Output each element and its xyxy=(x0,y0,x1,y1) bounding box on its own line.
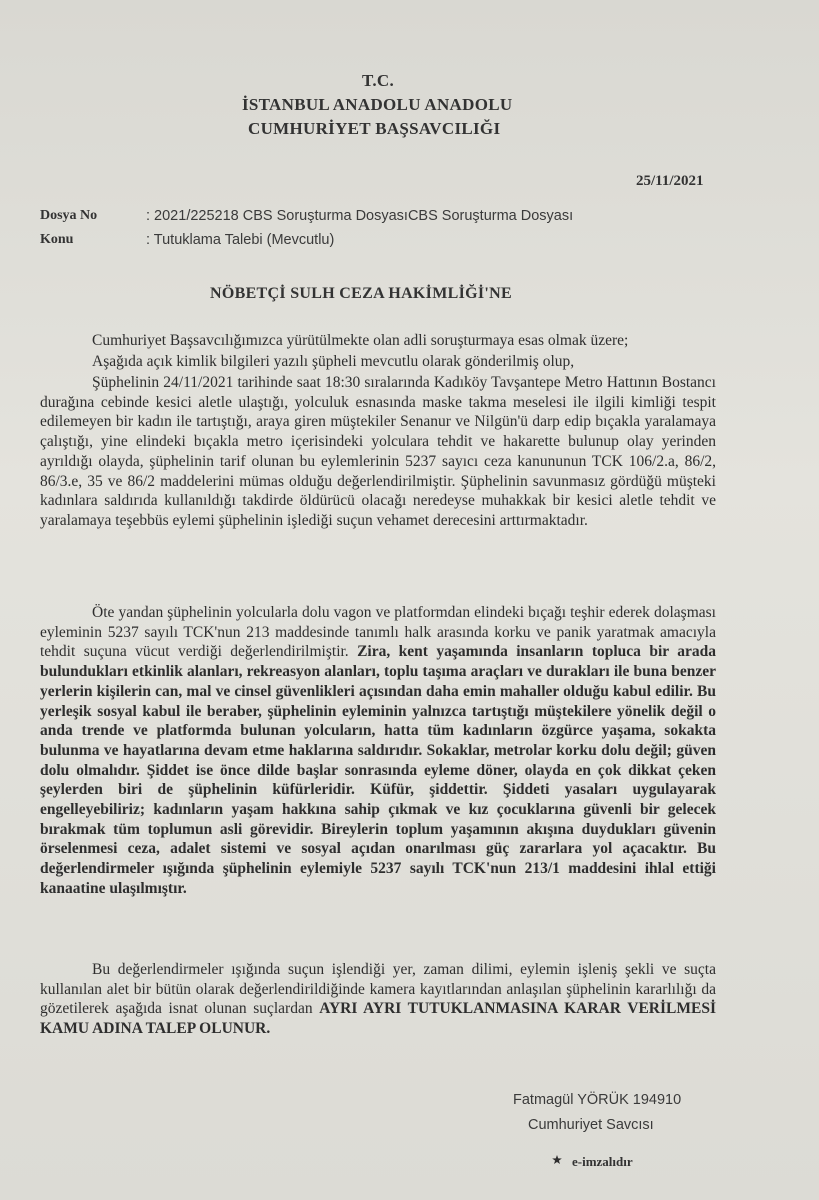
addressee-title: NÖBETÇİ SULH CEZA HAKİMLİĞİ'NE xyxy=(210,285,512,302)
dosya-label: Dosya No xyxy=(40,208,98,223)
header-tc: T.C. xyxy=(362,71,395,90)
header-office: CUMHURİYET BAŞSAVCILIĞI xyxy=(248,119,501,138)
paragraph-intro: Cumhuriyet Başsavcılığımızca yürütülmekte olan adli soruşturmaya esas olmak üzere; xyxy=(92,332,629,349)
paragraph-incident: Şüphelinin 24/11/2021 tarihinde saat 18:30 sıralarında Kadıköy Tavşantepe Metro Hattının Bostancı durağına cebinde kesici aletle ulaştığı, yolculuk esnasında maske takma meselesi ile ilgili kimliği tespit edilemeyen bir kadın ile tartıştığı, araya giren müştekiler Senanur ve Nilgün'ü darp edip bıçakla yaralamaya çalıştığı, yine elindeki bıçakla metro içerisindeki yolculara tehdit ve hakarette bulunup olay yerinden ayrıldığı olayda, şüphelinin tarif olunan bu eylemlerinin 5237 sayıcı ceza kanununun TCK 106/2.a, 86/2, 86/3.e, 35 ve 86/2 maddelerini mümas olduğu değerlendirilmiştir. Şüphelinin savunmasız gördüğü müşteki kadınlara saldırıda kullanıldığı takdirde öldürücü olacağı neredeyse muhakkak bir kesici aletle tehdit ve yaralamaya teşebbüs eylemi şüphelinin işlediği suçun vehamet derecesini arttırmaktadır. xyxy=(40,374,716,529)
header-city: İSTANBUL ANADOLU ANADOLU xyxy=(242,95,513,114)
request-text: Bu değerlendirmeler ışığında suçun işlendiği yer, zaman dilimi, eylemin işleniş şekli ve suçta kullanılan alet bir bütün olarak değerlendirildiğinde kamera kayıtlarından anlaşılan şüphelinin kararlılığı da gözetilerek aşağıda isnat olunan suçlardan xyxy=(40,961,716,1018)
paragraph-suspect: Aşağıda açık kimlik bilgileri yazılı şüpheli mevcutlu olarak gönderilmiş olup, xyxy=(92,353,575,370)
assessment-text: Öte yandan şüphelinin yolcularla dolu vagon ve platformdan elindeki bıçağı teşhir ederek dolaşması eyleminin 5237 sayılı TCK'nun 213 maddesinde tanımlı halk arasında korku ve panik yaratmak amacıyla tehdit suçuna vücut verdiği değerlendirilmiştir. xyxy=(40,604,716,661)
konu-label: Konu xyxy=(40,232,74,247)
prosecutor-name: Fatmagül YÖRÜK 194910 xyxy=(513,1092,682,1108)
prosecutor-title: Cumhuriyet Savcısı xyxy=(528,1117,654,1133)
assessment-bold-text: Zira, kent yaşamında insanların topluca bir arada bulundukları etkinlik alanları, rekreasyon alanları, toplu taşıma araçları ve durakları ile buna benzer yerlerin kişilerin can, mal ve cinsel güvenlikleri açısından daha emin mahaller olduğu kabul edilir. Bu yerleşik sosyal kabul ile beraber, şüphelinin eyleminin yalnızca tartıştığı müştekilere yönelik değil o anda trende ve platformda bulunan yolcuların, hatta tüm kadınların özgürce yaşama, sokakta bulunma ve hayatlarına devam etme haklarına saldırıdır. Sokaklar, metrolar korku dolu değil; güven dolu olmalıdır. Şiddet ise önce dilde başlar sonrasında eyleme döner, olayda en çok dikkat çeken şeylerden biri de şüphelinin küfürleridir. Küfür, şiddettir. Şiddeti yasaları uygulayarak engelleyebiliriz; kadınların yaşam hakkına sahip çıkmak ve kız çocuklarına güvenli bir gelecek bırakmak tüm toplumun asli görevidir. Bireylerin toplum yaşamının akışına duydukları güvenin örselenmesi ceza, adalet sistemi ve sosyal açıdan onarılması güç zararlara yol açacaktır. Bu değerlendirmeler ışığında şüphelinin eylemiyle 5237 sayılı TCK'nun 213/1 maddesini ihlal ettiği kanaatine ulaşılmıştır. xyxy=(40,643,717,897)
crescent-star-icon xyxy=(537,1146,563,1172)
document-date: 25/11/2021 xyxy=(636,173,704,189)
paragraph-assessment xyxy=(40,603,716,899)
e-signature-note: e-imzalıdır xyxy=(572,1154,633,1169)
request-bold-text: AYRI AYRI TUTUKLANMASINA KARAR VERİLMESİ KAMU ADINA TALEP OLUNUR. xyxy=(40,1000,716,1038)
dosya-value: : 2021/225218 CBS Soruşturma DosyasıCBS Soruşturma Dosyası xyxy=(146,208,574,224)
konu-value: : Tutuklama Talebi (Mevcutlu) xyxy=(146,232,335,248)
paragraph-request xyxy=(40,960,716,1039)
